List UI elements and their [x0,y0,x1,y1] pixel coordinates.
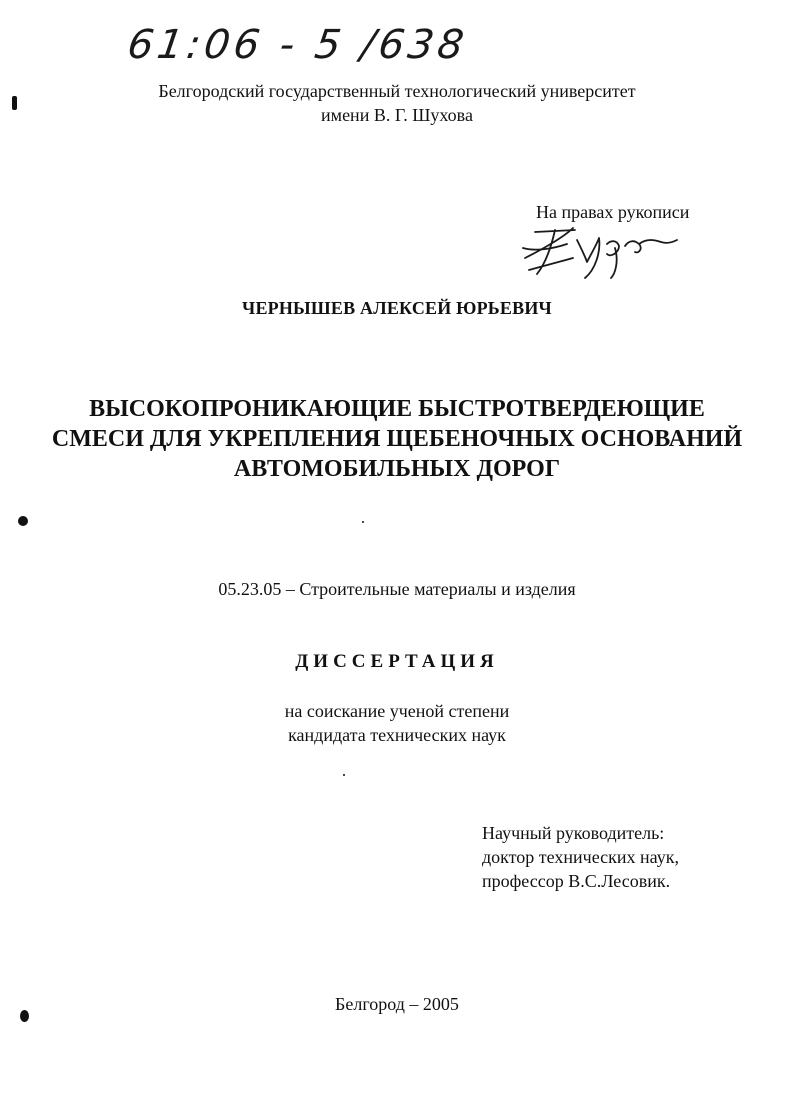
scan-mark [12,96,17,110]
degree-line-2: кандидата технических наук [288,725,506,745]
scan-dot [362,521,364,523]
scan-speck [18,516,28,526]
scan-dot [343,774,345,776]
supervisor-degree: доктор технических наук, [482,847,679,867]
supervisor-label: Научный руководитель: [482,823,665,843]
city-year: Белгород – 2005 [335,994,459,1014]
university-name: Белгородский государственный технологический университет [158,81,636,101]
dissertation-title-line-2: СМЕСИ ДЛЯ УКРЕПЛЕНИЯ ЩЕБЕНОЧНЫХ ОСНОВАНИЙ [51,426,743,452]
university-named-after: имени В. Г. Шухова [321,105,473,125]
scan-speck [20,1010,29,1022]
dissertation-title-line-3: АВТОМОБИЛЬНЫХ ДОРОГ [233,456,561,482]
author-name: ЧЕРНЫШЕВ АЛЕКСЕЙ ЮРЬЕВИЧ [242,298,552,318]
supervisor-name: профессор В.С.Лесовик. [482,871,671,891]
document-type: ДИССЕРТАЦИЯ [295,651,499,672]
dissertation-title-line-1: ВЫСОКОПРОНИКАЮЩИЕ БЫСТРОТВЕРДЕЮЩИЕ [89,396,705,422]
signature-icon [515,218,685,282]
degree-line-1: на соискание ученой степени [284,701,510,721]
rights-note: На правах рукописи [536,202,690,222]
archive-number: 61:06 - 5 /638 [124,22,471,68]
specialty-code: 05.23.05 – Строительные материалы и изделия [218,579,576,599]
